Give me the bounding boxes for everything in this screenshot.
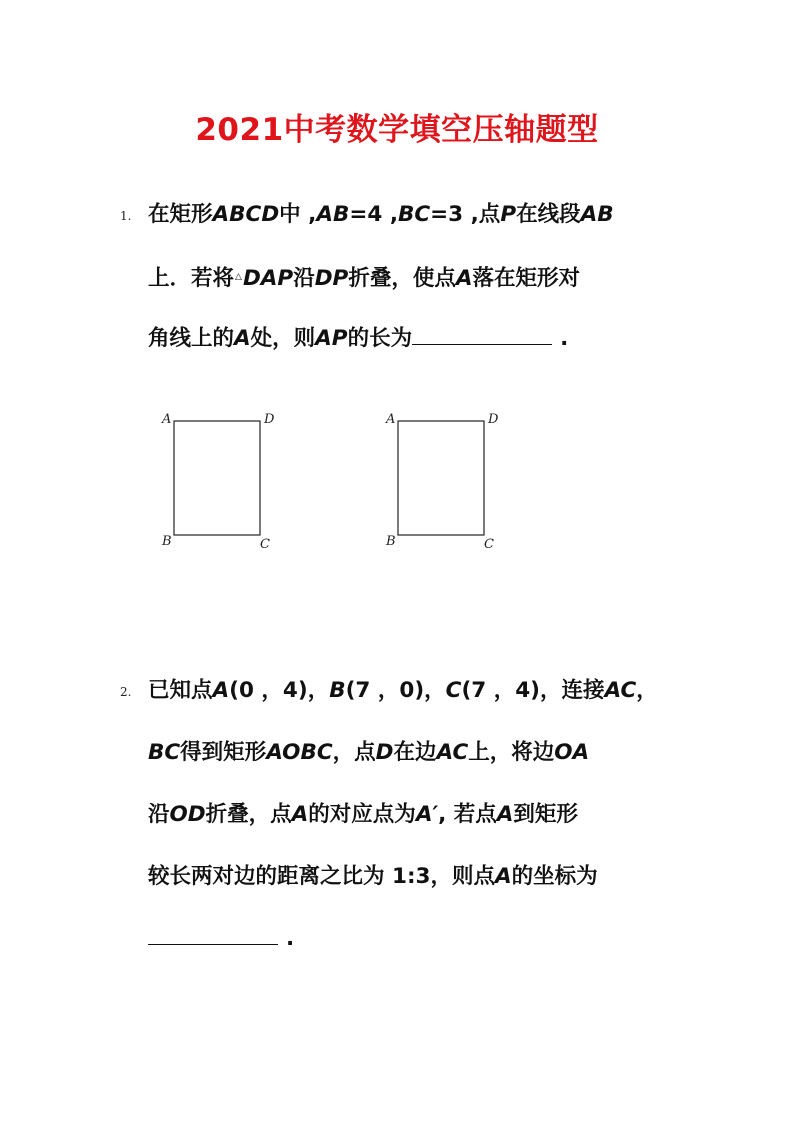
text: 折叠，点 bbox=[205, 802, 292, 827]
math-var: A bbox=[455, 266, 473, 291]
text: 上，将边 bbox=[468, 740, 555, 765]
text: 落在矩形对 bbox=[472, 266, 580, 291]
vertex-label-c: C bbox=[260, 537, 270, 552]
math-var: C bbox=[445, 678, 462, 703]
text: 到矩形 bbox=[513, 802, 578, 827]
page-title: 2021中考数学填空压轴题型 bbox=[195, 112, 599, 148]
text: . bbox=[286, 926, 295, 951]
math-var: A bbox=[495, 864, 512, 889]
answer-blank[interactable] bbox=[148, 942, 278, 945]
text: (7 ，4)，连接 bbox=[461, 678, 605, 703]
problem-text-line bbox=[148, 738, 589, 768]
vertex-label-a: A bbox=[162, 412, 172, 427]
problem-text-line bbox=[148, 862, 598, 892]
text: 得到矩形 bbox=[180, 740, 267, 765]
math-var: BC bbox=[398, 202, 431, 227]
text: =4 , bbox=[349, 202, 398, 227]
math-var: ABCD bbox=[212, 202, 280, 227]
text: 的长为 bbox=[347, 326, 413, 351]
math-var: DP bbox=[314, 266, 349, 291]
math-var: BC bbox=[148, 740, 181, 765]
vertex-label-c: C bbox=[484, 537, 494, 552]
math-var: AB bbox=[316, 202, 350, 227]
problem-number: 1. bbox=[120, 209, 132, 223]
rectangle-abcd bbox=[174, 421, 260, 535]
text: 上．若将 bbox=[148, 266, 235, 291]
math-var: AOBC bbox=[266, 740, 333, 765]
rectangle-figure-1 bbox=[150, 405, 290, 559]
vertex-label-d: D bbox=[264, 412, 275, 427]
text: . bbox=[560, 326, 569, 351]
text: 的对应点为 bbox=[308, 802, 416, 827]
text: 处，则 bbox=[250, 326, 316, 351]
math-var: B bbox=[329, 678, 346, 703]
answer-blank[interactable] bbox=[412, 342, 552, 345]
rectangle-diagram bbox=[150, 405, 290, 555]
text: 在边 bbox=[393, 740, 437, 765]
math-var: AP bbox=[315, 326, 348, 351]
text: 沿 bbox=[148, 802, 170, 827]
text: , 若点 bbox=[438, 802, 497, 827]
math-var: AC bbox=[604, 678, 637, 703]
text: (7 ，0)， bbox=[345, 678, 446, 703]
problem-text-line bbox=[148, 324, 568, 354]
text: 角线上的 bbox=[148, 326, 235, 351]
math-var: D bbox=[375, 740, 394, 765]
math-var: A′ bbox=[415, 802, 439, 827]
text: 较长两对边的距离之比为 1:3，则点 bbox=[148, 864, 496, 889]
text: 中 , bbox=[279, 202, 317, 227]
math-var: P bbox=[500, 202, 517, 227]
problem-number: 2. bbox=[120, 685, 132, 699]
math-var: DAP bbox=[242, 266, 294, 291]
problem-text-line bbox=[148, 676, 658, 706]
math-var: OA bbox=[554, 740, 590, 765]
math-var: A bbox=[291, 802, 309, 827]
vertex-label-b: B bbox=[386, 534, 396, 549]
math-var: AB bbox=[580, 202, 614, 227]
math-var: A bbox=[212, 678, 230, 703]
text: 已知点 bbox=[148, 678, 213, 703]
math-var: AC bbox=[436, 740, 469, 765]
math-var: OD bbox=[169, 802, 206, 827]
text: (0 ，4)， bbox=[229, 678, 330, 703]
vertex-label-a: A bbox=[386, 412, 396, 427]
problem-text-line bbox=[148, 262, 580, 294]
triangle-symbol: △ bbox=[235, 272, 242, 282]
text: 在矩形 bbox=[148, 202, 213, 227]
text: 在线段 bbox=[516, 202, 581, 227]
text: 的坐标为 bbox=[511, 864, 598, 889]
math-var: A bbox=[496, 802, 514, 827]
vertex-label-d: D bbox=[488, 412, 499, 427]
text: 沿 bbox=[293, 266, 315, 291]
text: =3 ,点 bbox=[430, 202, 501, 227]
rectangle-abcd bbox=[398, 421, 484, 535]
vertex-label-b: B bbox=[162, 534, 172, 549]
math-var: A bbox=[234, 326, 251, 351]
text: ， bbox=[636, 678, 658, 703]
rectangle-diagram bbox=[374, 405, 514, 555]
rectangle-figure-2 bbox=[374, 405, 514, 559]
text: ，点 bbox=[332, 740, 376, 765]
problem-text-line bbox=[148, 800, 578, 830]
text: 折叠，使点 bbox=[348, 266, 456, 291]
problem-text-line bbox=[148, 924, 294, 954]
problem-text-line bbox=[148, 200, 614, 230]
